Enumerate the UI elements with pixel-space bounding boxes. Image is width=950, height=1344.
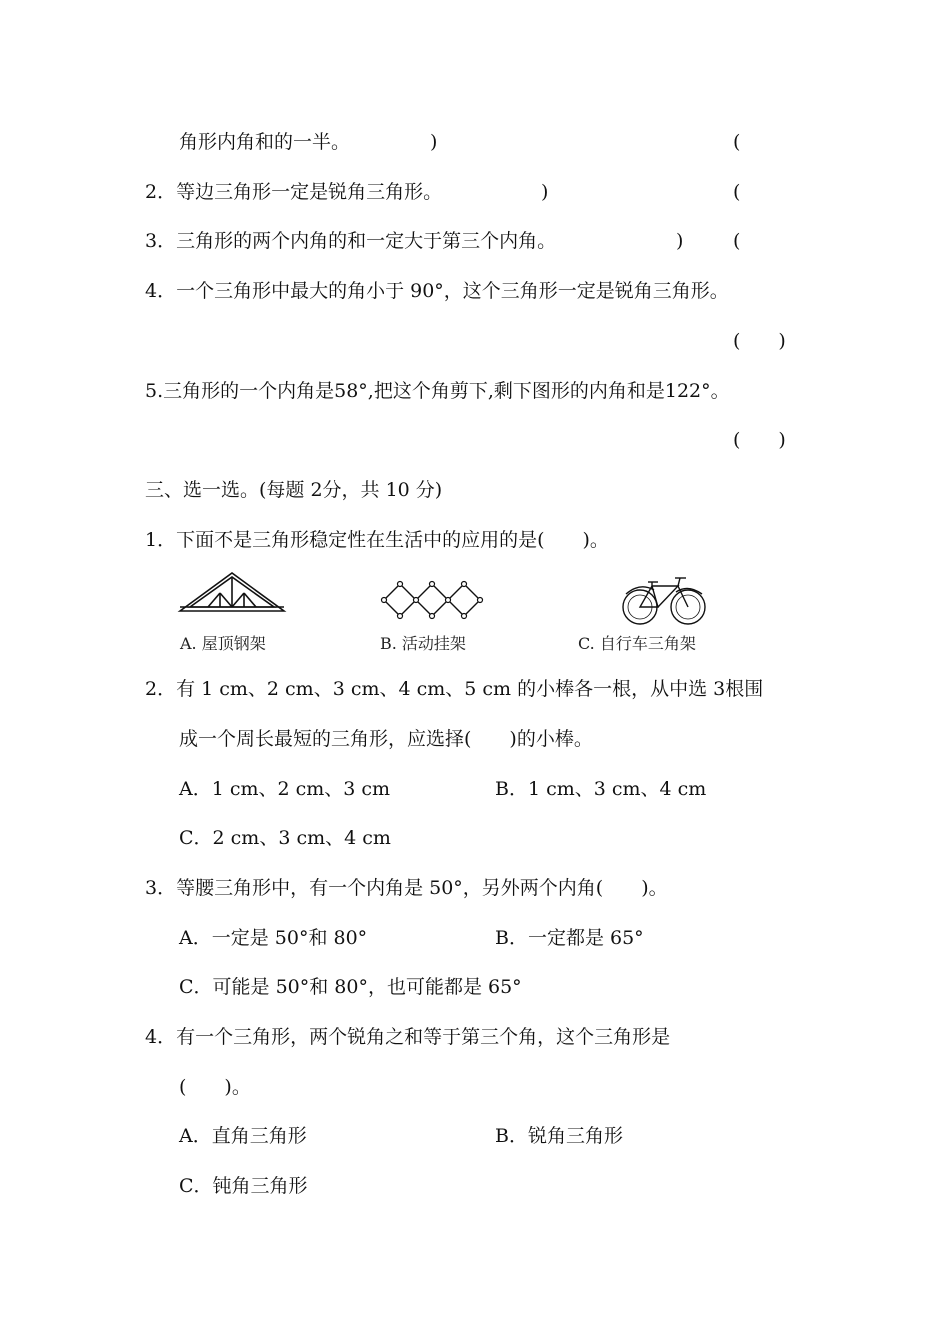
judge-item-4-answer-paren[interactable]: ( ) xyxy=(733,330,786,352)
question-3-option-c[interactable]: C．可能是 50°和 80°，也可能都是 65° xyxy=(179,976,522,998)
question-4-stem-line-2: ( )。 xyxy=(179,1076,251,1098)
question-4-stem-line-1: 4．有一个三角形，两个锐角之和等于第三个角，这个三角形是 xyxy=(145,1026,671,1048)
judge-item-2-answer-paren[interactable]: ( xyxy=(733,181,741,203)
figure-caption-a: A. 屋顶钢架 xyxy=(180,634,266,653)
question-3-option-b[interactable]: B．一定都是 65° xyxy=(495,927,644,949)
judge-item-3-answer-paren[interactable]: ( xyxy=(733,230,741,252)
question-2-stem-line-2: 成一个周长最短的三角形，应选择( )的小棒。 xyxy=(179,728,593,750)
judge-item-4: 4．一个三角形中最大的角小于 90°，这个三角形一定是锐角三角形。 xyxy=(145,280,729,302)
judge-item-3-close-paren: ) xyxy=(676,230,684,252)
question-2-stem-line-1: 2．有 1 cm、2 cm、3 cm、4 cm、5 cm 的小棒各一根，从中选 3根围 xyxy=(145,678,764,700)
judge-item-1-continuation: 角形内角和的一半。 xyxy=(179,131,351,153)
roof-truss-figure xyxy=(178,571,288,616)
judge-item-5: 5.三角形的一个内角是58°,把这个角剪下,剩下图形的内角和是122°。 xyxy=(145,380,730,402)
bicycle-figure xyxy=(620,572,710,627)
question-1-stem: 1．下面不是三角形稳定性在生活中的应用的是( )。 xyxy=(145,529,609,551)
section-heading: 三、选一选。(每题 2分，共 10 分) xyxy=(145,479,443,501)
question-4-option-c[interactable]: C．钝角三角形 xyxy=(179,1175,308,1197)
judge-item-2-close-paren: ) xyxy=(541,181,549,203)
folding-rack-figure xyxy=(380,580,490,620)
question-3-stem: 3．等腰三角形中，有一个内角是 50°，另外两个内角( )。 xyxy=(145,877,668,899)
judge-item-1-close-paren: ) xyxy=(430,131,438,153)
judge-item-2: 2．等边三角形一定是锐角三角形。 xyxy=(145,181,443,203)
judge-item-5-answer-paren[interactable]: ( ) xyxy=(733,429,786,451)
question-2-option-a[interactable]: A．1 cm、2 cm、3 cm xyxy=(179,778,391,800)
question-2-option-c[interactable]: C．2 cm、3 cm、4 cm xyxy=(179,827,391,849)
question-4-option-a[interactable]: A．直角三角形 xyxy=(179,1125,307,1147)
question-4-option-b[interactable]: B．锐角三角形 xyxy=(495,1125,623,1147)
question-3-option-a[interactable]: A．一定是 50°和 80° xyxy=(179,927,368,949)
judge-item-1-answer-paren[interactable]: ( xyxy=(733,131,741,153)
figure-caption-c: C. 自行车三角架 xyxy=(578,634,696,653)
question-2-option-b[interactable]: B．1 cm、3 cm、4 cm xyxy=(495,778,707,800)
figure-caption-b: B. 活动挂架 xyxy=(380,634,466,653)
judge-item-3: 3．三角形的两个内角的和一定大于第三个内角。 xyxy=(145,230,557,252)
